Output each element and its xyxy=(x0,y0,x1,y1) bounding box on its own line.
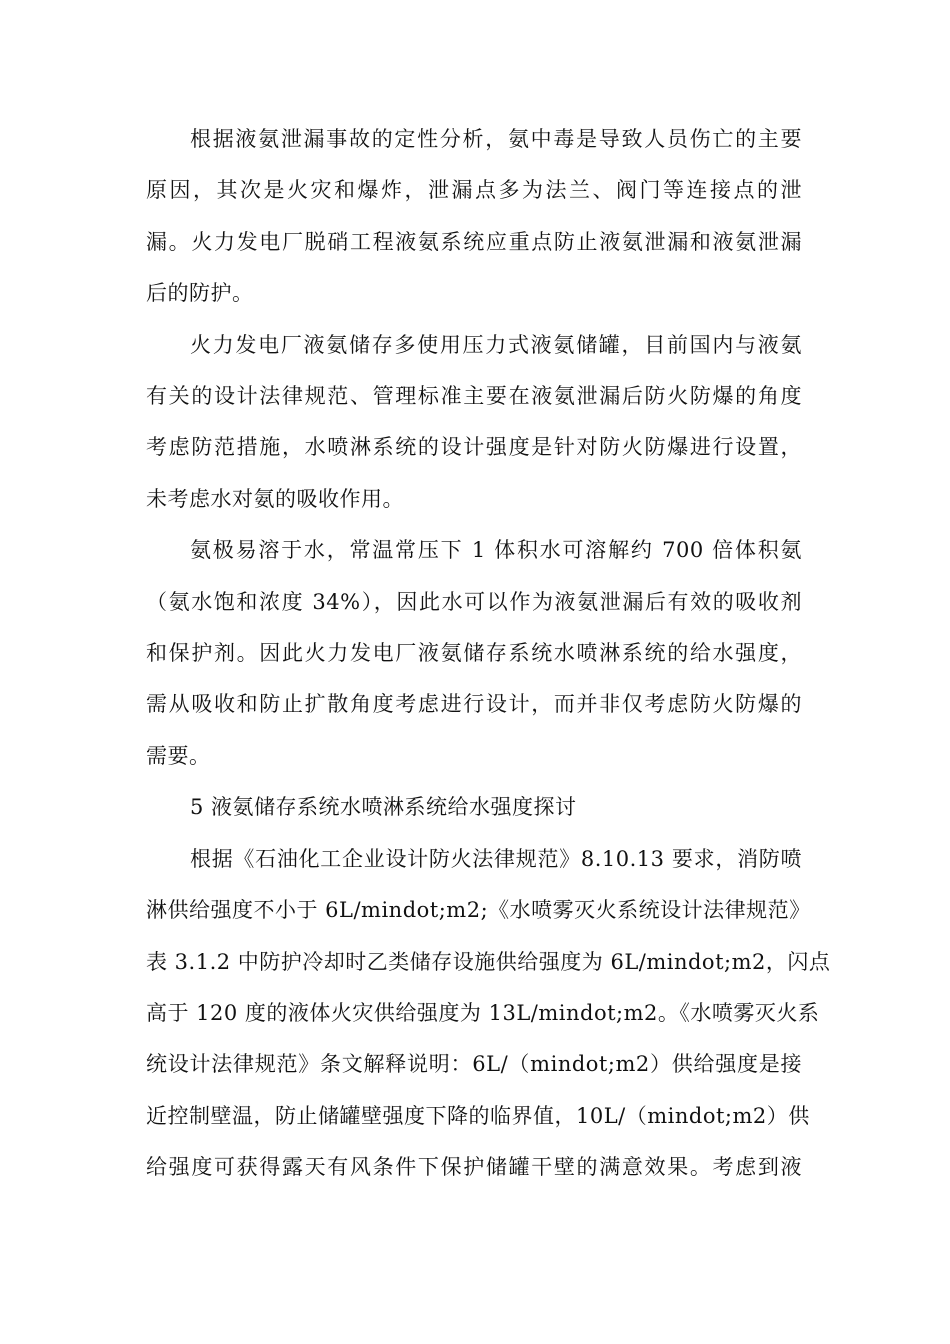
text-line: 淋供给强度不小于 6L/mindot;m2;《水喷雾灭火系统设计法律规范》 xyxy=(146,898,811,923)
text-line: 根据《石油化工企业设计防火法律规范》8.10.13 要求，消防喷 xyxy=(190,846,802,871)
text-line: 高于 120 度的液体火灾供给强度为 13L/mindot;m2。《水喷雾灭火系 xyxy=(146,1000,820,1025)
text-line: 火力发电厂液氨储存多使用压力式液氨储罐，目前国内与液氨 xyxy=(190,332,802,357)
text-line: 和保护剂。因此火力发电厂液氨储存系统水喷淋系统的给水强度， xyxy=(146,641,802,666)
text-line: （氨水饱和浓度 34%），因此水可以作为液氨泄漏后有效的吸收剂 xyxy=(146,589,802,614)
document-body xyxy=(146,114,831,1194)
text-line: 原因，其次是火灾和爆炸，泄漏点多为法兰、阀门等连接点的泄 xyxy=(146,178,802,203)
text-line: 后的防护。 xyxy=(146,281,254,306)
text-line: 根据液氨泄漏事故的定性分析，氨中毒是导致人员伤亡的主要 xyxy=(190,127,802,151)
text-line: 表 3.1.2 中防护冷却时乙类储存设施供给强度为 6L/mindot;m2，闪点 xyxy=(146,949,831,974)
paragraph-ammonia-solubility xyxy=(146,525,802,782)
text-line: 统设计法律规范》条文解释说明：6L/（mindot;m2）供给强度是接 xyxy=(146,1052,802,1077)
text-line: 给强度可获得露天有风条件下保护储罐干壁的满意效果。考虑到液 xyxy=(146,1155,802,1180)
text-line: 漏。火力发电厂脱硝工程液氨系统应重点防止液氨泄漏和液氨泄漏 xyxy=(146,229,802,254)
paragraph-ammonia-leak-analysis xyxy=(146,114,802,320)
text-line: 有关的设计法律规范、管理标准主要在液氨泄漏后防火防爆的角度 xyxy=(146,384,802,409)
text-line: 需要。 xyxy=(146,743,211,768)
text-line: 近控制壁温，防止储罐壁强度下降的临界值，10L/（mindot;m2）供 xyxy=(146,1103,810,1128)
paragraph-water-spray-intensity xyxy=(146,834,831,1194)
text-line: 氨极易溶于水，常温常压下 1 体积水可溶解约 700 倍体积氨 xyxy=(190,538,802,563)
text-line: 需从吸收和防止扩散角度考虑进行设计，而并非仅考虑防火防爆的 xyxy=(146,692,802,717)
paragraph-storage-design-standards xyxy=(146,320,802,526)
text-line: 未考虑水对氨的吸收作用。 xyxy=(146,486,404,511)
section-heading-5 xyxy=(146,782,802,833)
text-line: 考虑防范措施，水喷淋系统的设计强度是针对防火防爆进行设置， xyxy=(146,435,802,460)
heading-line: 5 液氨储存系统水喷淋系统给水强度探讨 xyxy=(190,795,577,820)
